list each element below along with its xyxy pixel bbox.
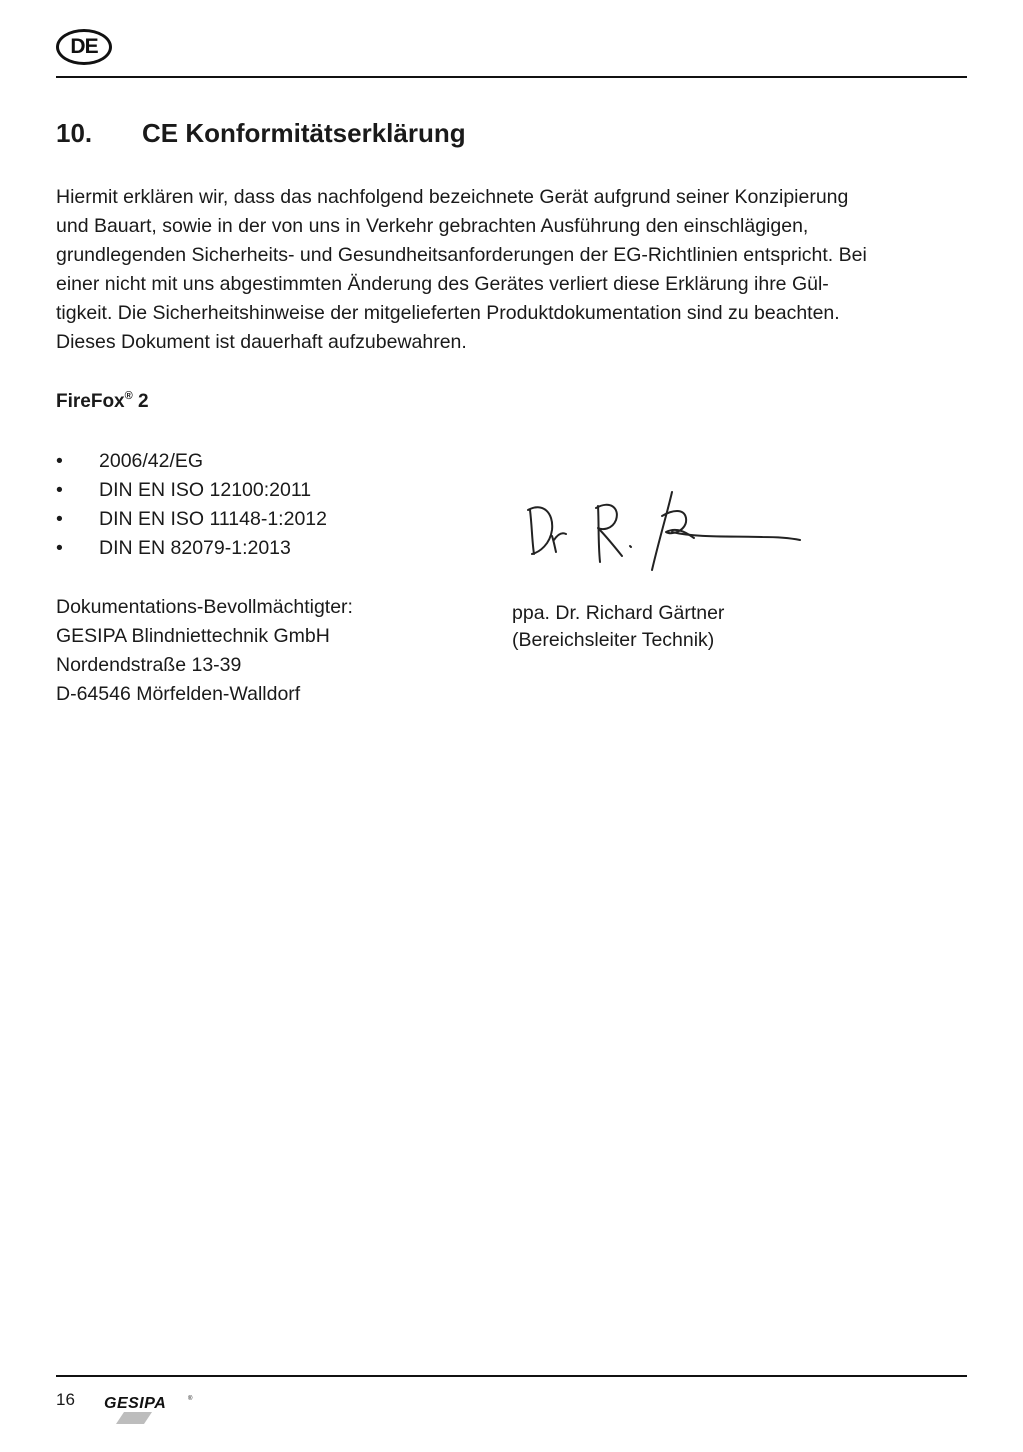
intro-line: Hiermit erklären wir, dass das nachfolgend bezeichnete Gerät aufgrund seiner Konzipierung [56,186,849,208]
documentation-address [56,593,353,709]
section-title: CE Konformitätserklärung [142,118,466,148]
list-item [56,447,327,476]
list-item [56,476,327,505]
bullet-icon: • [56,508,63,530]
bullet-icon: • [56,450,63,472]
product-name [56,390,149,413]
bullet-icon: • [56,479,63,501]
intro-line: tigkeit. Die Sicherheitshinweise der mitgelieferten Produktdokumentation sind zu beachten. [56,302,840,324]
signer-role: (Bereichsleiter Technik) [512,629,715,651]
address-line: Nordendstraße 13-39 [56,654,242,676]
intro-paragraph [56,183,976,357]
footer-divider [56,1375,967,1377]
list-item [56,505,327,534]
logo-registered-mark: ® [188,1396,193,1402]
address-line: Dokumentations-Bevollmächtigter: [56,596,353,618]
standard-label: 2006/42/EG [99,450,204,472]
logo-text: GESIPA [104,1395,167,1412]
signer-block [512,600,724,654]
signature-image [522,486,807,576]
list-item [56,534,327,563]
address-line: D-64546 Mörfelden-Walldorf [56,683,301,705]
intro-line: und Bauart, sowie in der von uns in Verkehr gebrachten Ausführung den einschlägigen, [56,215,809,237]
address-line: GESIPA Blindniettechnik GmbH [56,625,330,647]
standards-list [56,447,327,563]
standard-label: DIN EN ISO 11148-1:2012 [99,508,327,530]
language-badge: DE [56,29,112,65]
product-model: 2 [138,391,149,412]
standard-label: DIN EN 82079-1:2013 [99,537,291,559]
bullet-icon: • [56,537,63,559]
page-number: 16 [56,1390,75,1409]
header-divider [56,76,967,78]
gesipa-logo [104,1393,199,1426]
standard-label: DIN EN ISO 12100:2011 [99,479,312,501]
signer-name: ppa. Dr. Richard Gärtner [512,602,725,624]
section-heading [56,118,466,149]
product-brand: FireFox [56,391,125,412]
intro-line: Dieses Dokument ist dauerhaft aufzubewahren. [56,331,467,353]
intro-line: einer nicht mit uns abgestimmten Änderung des Gerätes verliert diese Erklärung ihre Gül- [56,273,829,295]
registered-mark: ® [124,390,133,402]
section-number: 10. [56,118,93,148]
intro-line: grundlegenden Sicherheits- und Gesundheitsanforderungen der EG-Richtlinien entspricht. Bei [56,244,867,266]
